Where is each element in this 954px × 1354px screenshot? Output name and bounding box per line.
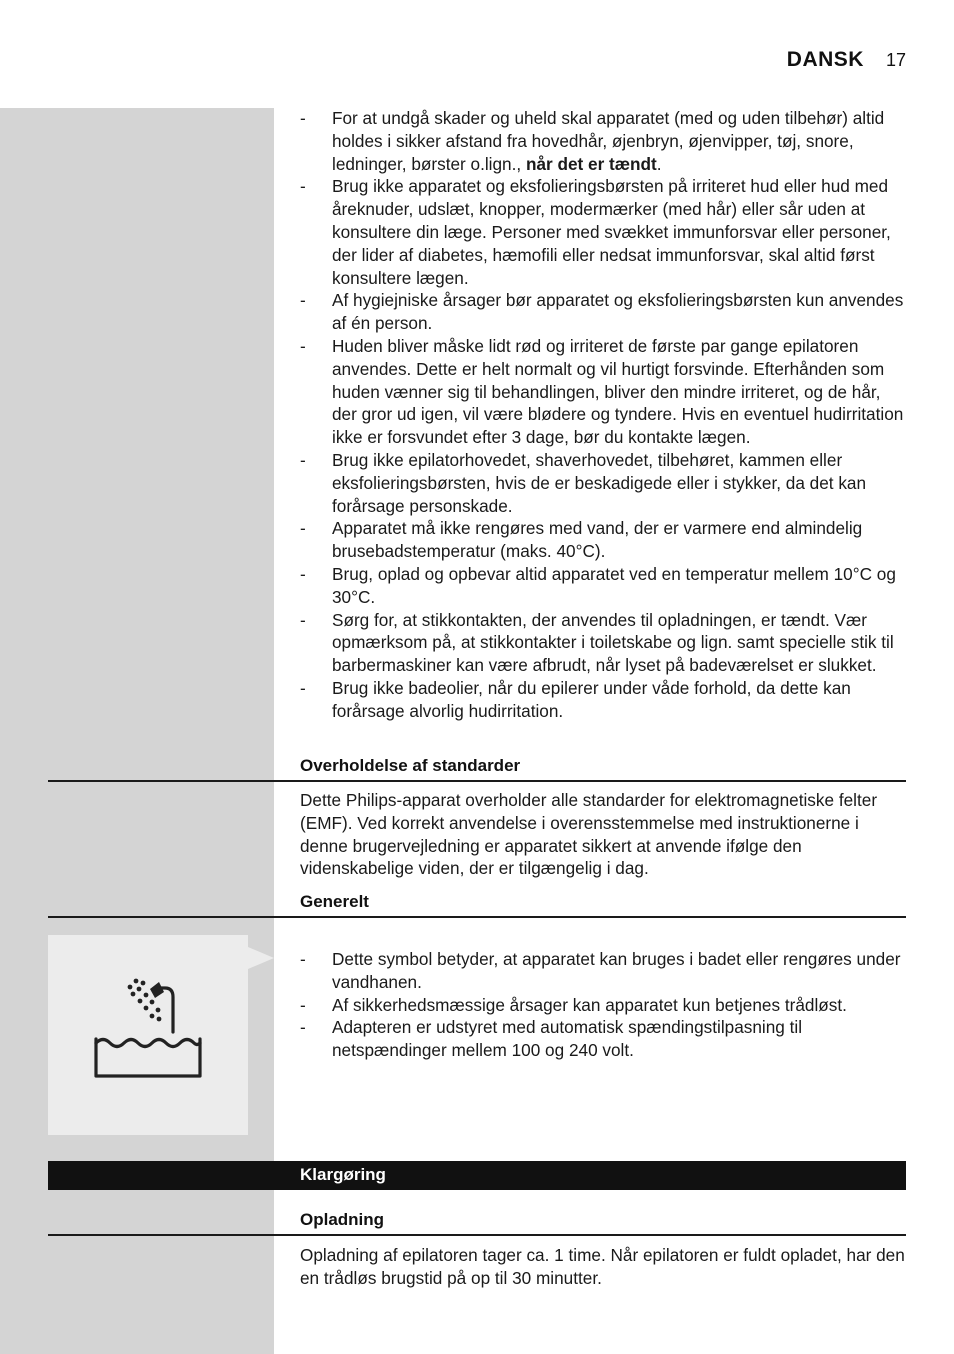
list-item (300, 948, 910, 994)
dash: - (300, 1017, 306, 1038)
section-bar-preparation (48, 1161, 906, 1190)
list-item (300, 677, 910, 723)
dash: - (300, 563, 306, 584)
dash: - (300, 609, 306, 630)
dash: - (300, 677, 306, 698)
section-heading-general: Generelt (300, 892, 369, 911)
list-item (300, 335, 910, 449)
list-item-text: Brug, oplad og opbevar altid apparatet ved en temperatur mellem 10°C og 30°C. (332, 563, 896, 607)
dash: - (300, 176, 306, 197)
list-item-text: Af sikkerhedsmæssige årsager kan apparatet kun betjenes trådløst. (332, 994, 847, 1015)
page-number: 17 (885, 50, 906, 70)
list-item (300, 449, 910, 517)
list-item-text: Adapteren er udstyret med automatisk spændingstilpasning til netspændinger mellem 100 og 240 volt. (332, 1017, 803, 1061)
shower-bath-icon (48, 935, 248, 1135)
list-item-text: Brug ikke epilatorhovedet, shaverhovedet, tilbehøret, kammen eller eksfolieringsbørsten, hvis de er beskadigede eller i stykker, da det kan forårsage personskade. (332, 449, 867, 516)
dash: - (300, 949, 306, 969)
list-item-text: Apparatet må ikke rengøres med vand, der er varmere end almindelig brusebadstemperatur (maks. 40°C). (332, 518, 863, 562)
list-item-text: Sørg for, at stikkontakten, der anvendes til opladningen, er tændt. Vær opmærksom på, at stikkontakter i toiletskabe og lign. samt specielle stik til barbermaskiner kan være afbrudt, når lyset på badeværelset er slukket. (332, 609, 894, 676)
dash: - (300, 994, 306, 1015)
list-item (300, 175, 910, 289)
icon-panel (48, 935, 248, 1135)
divider (48, 780, 906, 782)
section-heading-standards: Overholdelse af standarder (300, 756, 521, 775)
safety-list (300, 107, 910, 723)
list-item (300, 517, 910, 563)
dash: - (300, 108, 306, 128)
dash: - (300, 518, 306, 539)
standards-paragraph: Dette Philips-apparat overholder alle standarder for elektromagnetiske felter (EMF). Ved korrekt anvendelse i overensstemmelse med instruktionerne i denne brugervejledning er apparatet sikkert at anvende ifølge den videnskabelige viden, der er tilgængelig i dag. (300, 790, 878, 879)
list-item-text: Brug ikke badeolier, når du epilerer under våde forhold, da dette kan forårsage alvorlig hudirritation. (332, 677, 851, 721)
charging-paragraph: Opladning af epilatoren tager ca. 1 time. Når epilatoren er fuldt opladet, har den en trådløs brugstid på op til 30 minutter. (300, 1245, 905, 1288)
list-item (300, 994, 910, 1017)
list-item (300, 563, 910, 609)
list-item-text: Dette symbol betyder, at apparatet kan bruges i badet eller rengøres under vandhanen. (332, 949, 901, 992)
list-item-text: Brug ikke apparatet og eksfolieringsbørsten på irriteret hud eller hud med åreknuder, udslæt, knopper, modermærker (med hår) eller sår uden at konsultere din læge. Personer med svækket immunforsvar eller personer, der lider af diabetes, hæmofili eller nedsat immunforsvar, skal altid først konsultere lægen. (332, 176, 891, 288)
list-item-text: Huden bliver måske lidt rød og irriteret de første par gange epilatoren anvendes. Dette er helt normalt og vil hurtigt forsvinde. Efterhånden som huden vænner sig til behandlingen, bliver den mindre irriteret, og de hår, der gror ud igen, vil være blødere og tyndere. Hvis en eventuel hudirritation ikke er forsvundet efter 3 dage, bør du kontakte lægen. (332, 335, 904, 448)
list-item (300, 107, 910, 175)
page-header (787, 48, 906, 72)
language-label: DANSK (786, 48, 864, 71)
general-list (300, 948, 910, 1062)
section-heading-preparation: Klargøring (300, 1165, 386, 1184)
dash: - (300, 449, 306, 470)
list-item-text: For at undgå skader og uheld skal apparatet (med og uden tilbehør) altid holdes i sikker afstand fra hovedhår, øjenbryn, øjenvipper, tøj, snore, ledninger, børster o.lign., når det er tændt. (332, 108, 885, 174)
divider (48, 1234, 906, 1236)
dash: - (300, 335, 306, 356)
list-item (300, 1016, 910, 1062)
list-item-text: Af hygiejniske årsager bør apparatet og eksfolieringsbørsten kun anvendes af én person. (332, 290, 904, 334)
list-item (300, 289, 910, 335)
icon-pointer (248, 947, 274, 969)
section-heading-charging: Opladning (300, 1210, 385, 1229)
divider (48, 916, 906, 918)
dash: - (300, 290, 306, 311)
list-item (300, 609, 910, 677)
